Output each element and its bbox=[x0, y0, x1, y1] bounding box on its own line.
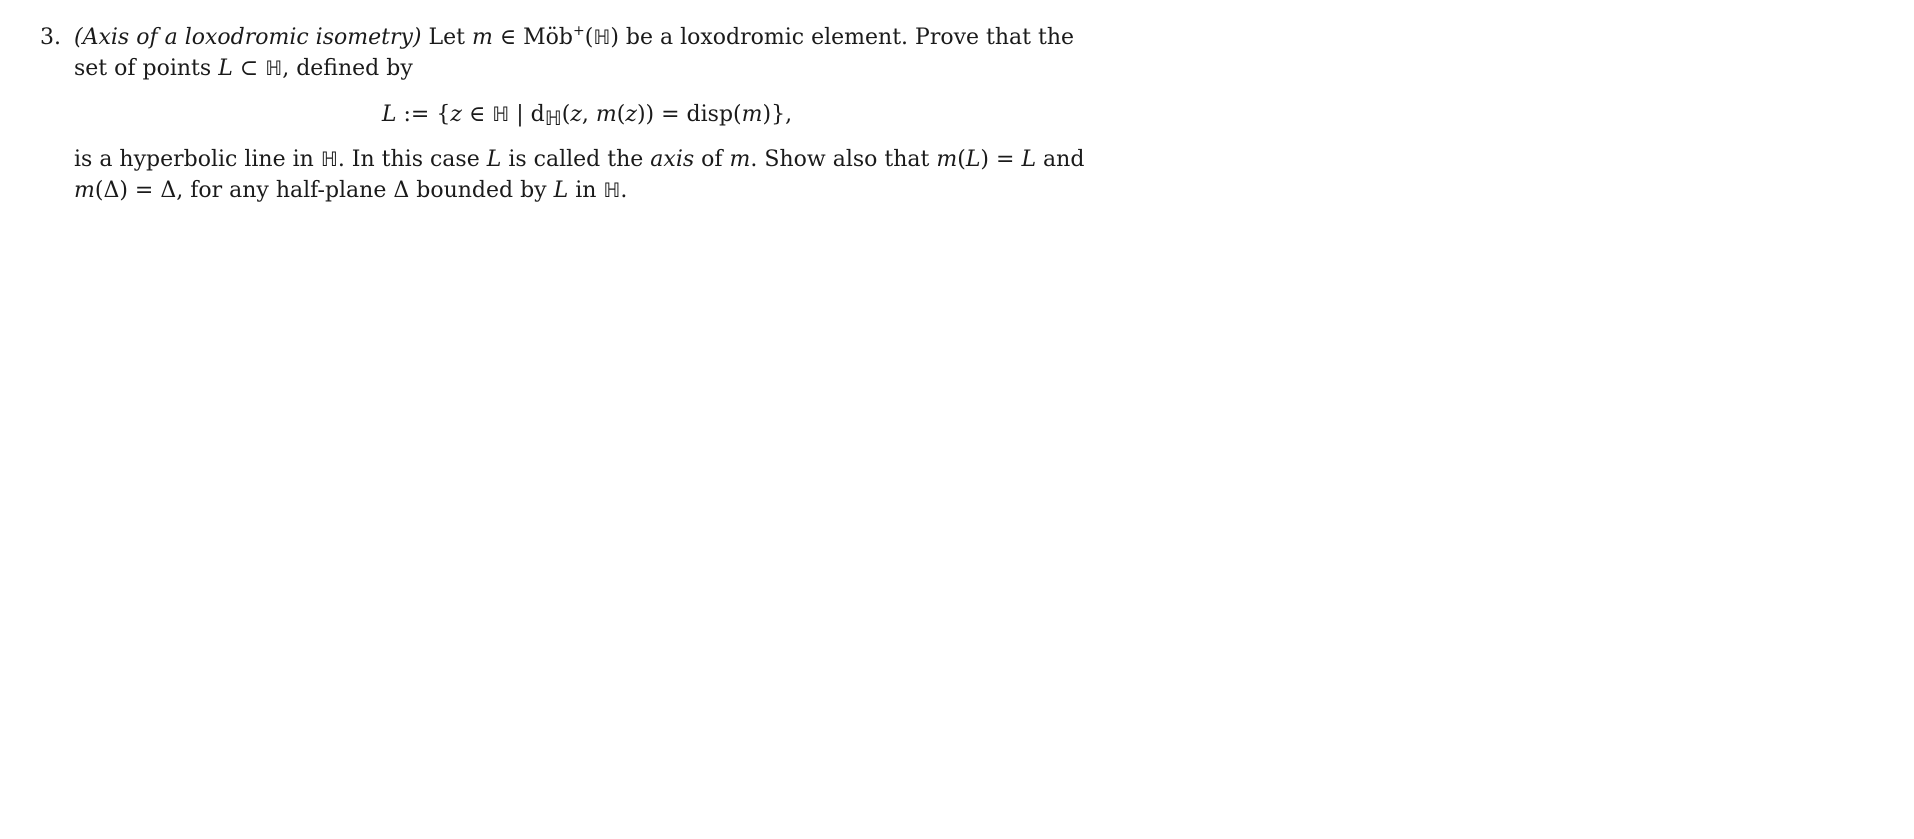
math-plus-superscript: + bbox=[572, 23, 585, 39]
exercise-number: 3. bbox=[40, 25, 61, 50]
text-period: . bbox=[620, 178, 628, 203]
math-subset: ⊂ bbox=[232, 56, 266, 81]
math-L: L bbox=[218, 56, 233, 81]
math-L: L bbox=[381, 102, 397, 127]
math-hyperbolic-plane: ℍ bbox=[593, 25, 611, 49]
text-in-this-case: . In this case bbox=[337, 147, 487, 172]
exercise-3 bbox=[40, 22, 1100, 206]
math-m: m bbox=[741, 102, 763, 127]
text-and: and bbox=[1036, 147, 1085, 172]
math-m: m bbox=[729, 147, 751, 172]
text-hyperbolic-line: is a hyperbolic line in bbox=[74, 147, 321, 172]
math-z: z bbox=[625, 102, 637, 127]
exercise-body bbox=[74, 22, 1100, 206]
text-defined-by: , defined by bbox=[282, 56, 413, 81]
math-L: L bbox=[1021, 147, 1037, 172]
text-of: of bbox=[694, 147, 730, 172]
math-L: L bbox=[486, 147, 502, 172]
math-comma: , bbox=[581, 102, 596, 127]
math-hyperbolic-plane: ℍ bbox=[320, 147, 338, 171]
text-line1-rest: ) be a loxodromic element. Prove that the bbox=[610, 25, 1075, 50]
math-m: m bbox=[471, 25, 493, 50]
math-in: ∈ bbox=[461, 102, 493, 127]
math-hyperbolic-plane: ℍ bbox=[492, 102, 510, 126]
math-paren: ( bbox=[561, 102, 571, 127]
math-equals-disp: )) = disp( bbox=[636, 102, 742, 127]
display-equation bbox=[74, 99, 1100, 130]
math-L: L bbox=[553, 178, 569, 203]
text-in-mob: ∈ Möb bbox=[492, 25, 573, 50]
math-distance: | d bbox=[509, 102, 545, 127]
math-paren: ( bbox=[616, 102, 626, 127]
math-L: L bbox=[965, 147, 981, 172]
text-is-called-the: is called the bbox=[501, 147, 651, 172]
statement-line-4 bbox=[74, 175, 1100, 206]
math-equals: ) = bbox=[980, 147, 1022, 172]
statement-line-1 bbox=[74, 22, 1100, 53]
text-let: Let bbox=[421, 25, 472, 50]
text-paren-open: ( bbox=[584, 25, 594, 50]
exercise-title: (Axis of a loxodromic isometry) bbox=[74, 25, 422, 50]
math-distance-subscript: ℍ bbox=[544, 106, 562, 130]
math-z: z bbox=[450, 102, 462, 127]
term-axis: axis bbox=[650, 147, 695, 172]
math-m: m bbox=[936, 147, 958, 172]
statement-line-2 bbox=[74, 53, 1100, 84]
math-m: m bbox=[595, 102, 617, 127]
math-m: m bbox=[74, 178, 95, 203]
statement-line-3 bbox=[74, 144, 1100, 175]
text-set-of-points: set of points bbox=[74, 56, 219, 81]
math-defeq: := { bbox=[396, 102, 451, 127]
math-hyperbolic-plane: ℍ bbox=[603, 178, 621, 202]
math-hyperbolic-plane: ℍ bbox=[265, 56, 283, 80]
math-close-brace: )}, bbox=[762, 102, 793, 127]
text-half-plane: (Δ) = Δ, for any half-plane Δ bounded by bbox=[94, 178, 554, 203]
math-z: z bbox=[570, 102, 582, 127]
text-show-also: . Show also that bbox=[750, 147, 937, 172]
math-paren: ( bbox=[957, 147, 966, 172]
text-in: in bbox=[568, 178, 604, 203]
